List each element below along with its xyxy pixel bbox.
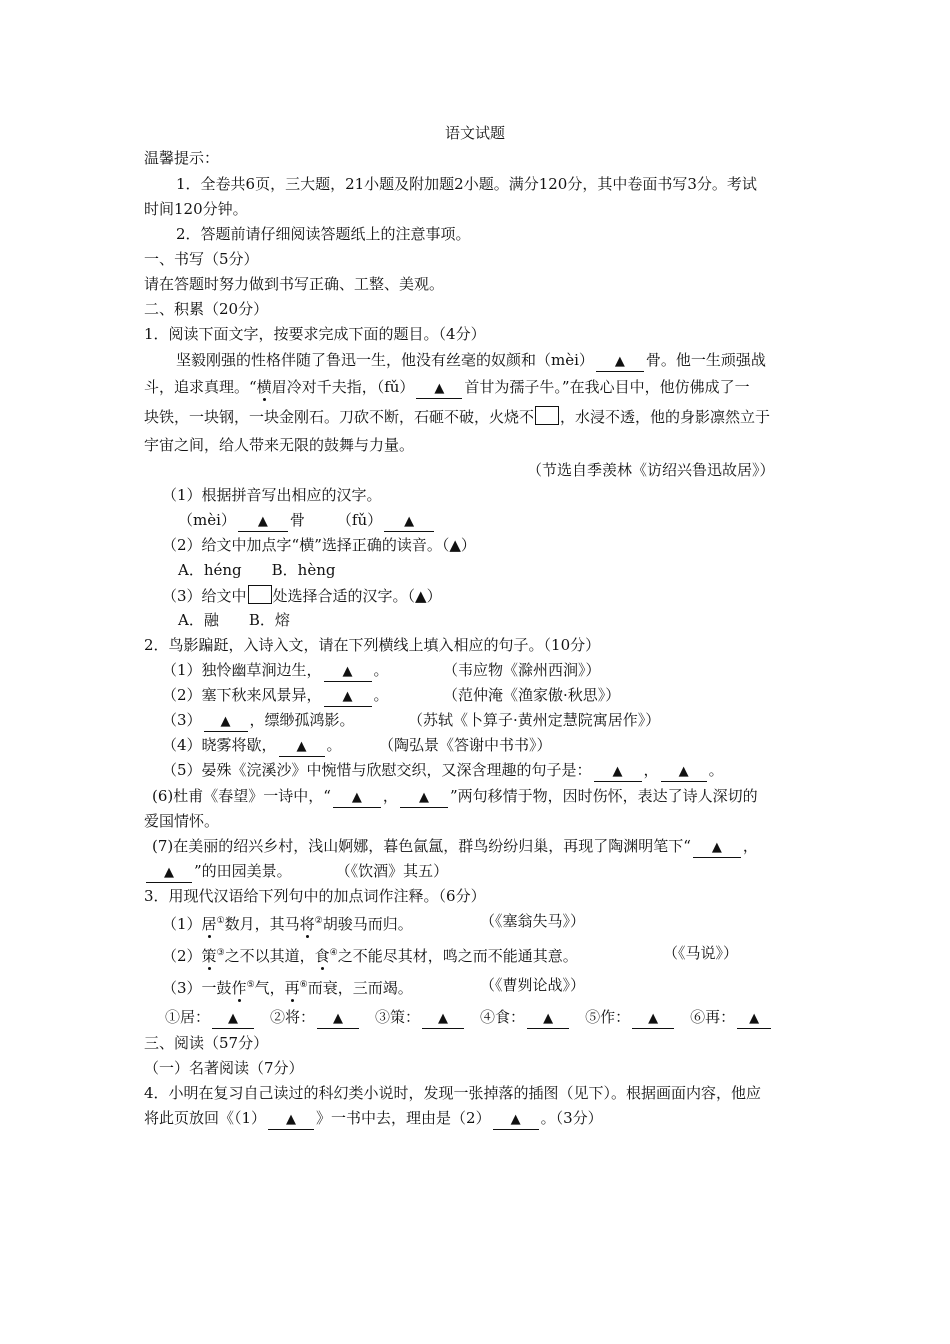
q1-passage-line-4: 宇宙之间，给人带来无限的鼓舞与力量。 — [144, 436, 415, 454]
dotted-char: 策 — [201, 947, 217, 965]
q2-line-1-source: （韦应物《滁州西涧》） — [443, 661, 601, 679]
q3-sentence-1: （1）居①数月，其马将②胡骏马而归。 — [162, 915, 413, 933]
q3-sentence-1-source: （《塞翁失马》） — [480, 912, 586, 930]
q2-line-6: (6)杜甫《春望》一诗中，“ ▲ ， ▲ ”两句移情于物，因时伤怀，表达了诗人深切的 — [152, 786, 758, 808]
answer-blank[interactable]: ▲ — [268, 1109, 314, 1130]
q1-sub-3-options: A．融 B．熔 — [178, 611, 290, 629]
dotted-char: 横 — [256, 378, 272, 396]
tip-heading: 温馨提示： — [144, 149, 220, 167]
q2-stem: 2．鸟影蹁跹，入诗入文，请在下列横线上填入相应的句子。（10分） — [144, 636, 601, 654]
tip-2: 2．答题前请仔细阅读答题纸上的注意事项。 — [176, 225, 471, 243]
answer-blank[interactable]: ▲ — [693, 837, 741, 858]
q1-passage-line-3: 块铁，一块钢，一块金刚石。刀砍不断，石砸不破，火烧不 ，水浸不透，他的身影凛然立于 — [144, 408, 771, 426]
q2-line-3-source: （苏轼《卜算子·黄州定慧院寓居作》） — [408, 711, 661, 729]
answer-blank[interactable]: ▲ — [596, 351, 644, 372]
tip-1-line-1: 1．全卷共6页，三大题，21小题及附加题2小题。满分120分，其中卷面书写3分。考试 — [176, 175, 757, 193]
answer-blank[interactable]: ▲ — [212, 1008, 254, 1029]
answer-box[interactable] — [535, 406, 559, 425]
answer-blank[interactable]: ▲ — [204, 711, 248, 732]
page-title: 语文试题 — [444, 124, 505, 142]
q1-sub-3: （3）给文中 处选择合适的汉字。（▲） — [162, 587, 442, 605]
section-3-sub: （一）名著阅读（7分） — [144, 1059, 304, 1077]
q2-line-6-cont: 爱国情怀。 — [144, 812, 220, 830]
q2-line-7-cont: ▲ ”的田园美景。 （《饮酒》其五） — [144, 861, 448, 883]
q3-sentence-2-source: （《马说》） — [663, 944, 739, 962]
q3-sentence-3-source: （《曹刿论战》） — [480, 976, 586, 994]
q3-stem: 3．用现代汉语给下列句中的加点词作注释。（6分） — [144, 887, 486, 905]
answer-blank[interactable]: ▲ — [661, 761, 707, 782]
q1-sub-2: （2）给文中加点字“横”选择正确的读音。（▲） — [162, 536, 476, 554]
dotted-char: 作 — [231, 979, 247, 997]
answer-blank[interactable]: ▲ — [279, 736, 325, 757]
q2-line-7: (7)在美丽的绍兴乡村，浅山婀娜，暮色氤氲，群鸟纷纷归巢，再现了陶渊明笔下“ ▲ ， — [152, 836, 758, 858]
answer-blank[interactable]: ▲ — [317, 1008, 359, 1029]
q3-answer-row: ①居： ▲ ②将： ▲ ③策： ▲ ④食： ▲ ⑤作： ▲ ⑥再： ▲ — [165, 1007, 773, 1029]
dotted-char: 居 — [201, 915, 217, 933]
q1-sub-1: （1）根据拼音写出相应的汉字。 — [162, 486, 382, 504]
answer-box — [248, 585, 272, 604]
answer-blank[interactable]: ▲ — [527, 1008, 569, 1029]
q2-line-4-source: （陶弘景《答谢中书书》） — [379, 736, 552, 754]
q2-line-1: （1）独怜幽草涧边生， ▲ 。 — [162, 660, 389, 682]
q2-line-3: （3） ▲ ，缥缈孤鸿影。 — [162, 710, 355, 732]
answer-blank[interactable]: ▲ — [737, 1008, 771, 1029]
q1-passage-line-2: 斗，追求真理。“横眉冷对千夫指，（fǔ） ▲ 首甘为孺子牛。”在我心目中，他仿佛成了一 — [144, 377, 750, 399]
answer-blank[interactable]: ▲ — [493, 1109, 539, 1130]
answer-blank[interactable]: ▲ — [416, 378, 462, 399]
answer-blank[interactable]: ▲ — [384, 511, 434, 532]
answer-blank[interactable]: ▲ — [146, 862, 192, 883]
q1-source: （节选自季羡林《访绍兴鲁迅故居》） — [527, 461, 775, 479]
dotted-char: 再 — [284, 979, 300, 997]
q3-sentence-2: （2）策③之不以其道，食④之不能尽其材，鸣之而不能通其意。 — [162, 947, 578, 965]
q4-line-1: 4．小明在复习自己读过的科幻类小说时，发现一张掉落的插图（见下）。根据画面内容，他应 — [144, 1084, 762, 1102]
q2-line-5: （5）晏殊《浣溪沙》中惋惜与欣慰交织，又深含理趣的句子是： ▲ ， ▲ 。 — [162, 760, 724, 782]
q1-sub-2-options: A．héng B．hèng — [178, 561, 336, 579]
dotted-char: 将 — [299, 915, 315, 933]
section-1-text: 请在答题时努力做到书写正确、工整、美观。 — [144, 275, 445, 293]
q2-line-2: （2）塞下秋来风景异， ▲ 。 — [162, 685, 389, 707]
answer-blank[interactable]: ▲ — [632, 1008, 674, 1029]
answer-blank[interactable]: ▲ — [400, 787, 448, 808]
q3-sentence-3: （3）一鼓作⑤气，再⑥而衰，三而竭。 — [162, 979, 413, 997]
tip-1-line-2: 时间120分钟。 — [144, 200, 248, 218]
q2-line-4: （4）晓雾将歇， ▲ 。 — [162, 735, 342, 757]
answer-blank[interactable]: ▲ — [324, 686, 372, 707]
q4-line-2: 将此页放回《（1） ▲ 》一书中去，理由是（2） ▲ 。（3分） — [144, 1108, 603, 1130]
answer-blank[interactable]: ▲ — [594, 761, 642, 782]
dotted-char: 食 — [314, 947, 330, 965]
answer-blank[interactable]: ▲ — [238, 511, 288, 532]
answer-blank[interactable]: ▲ — [333, 787, 381, 808]
q2-line-2-source: （范仲淹《渔家傲·秋思》） — [443, 686, 621, 704]
answer-blank[interactable]: ▲ — [324, 661, 372, 682]
q1-sub-1-answers: （mèi） ▲ 骨 （fǔ） ▲ — [178, 510, 436, 532]
q1-passage-line-1: 坚毅刚强的性格伴随了鲁迅一生，他没有丝毫的奴颜和（mèi） ▲ 骨。他一生顽强战 — [176, 350, 766, 372]
section-1-heading: 一、书写（5分） — [144, 250, 259, 268]
q1-stem: 1．阅读下面文字，按要求完成下面的题目。（4分） — [144, 325, 486, 343]
section-3-heading: 三、阅读（57分） — [144, 1034, 269, 1052]
section-2-heading: 二、积累（20分） — [144, 300, 269, 318]
answer-blank[interactable]: ▲ — [422, 1008, 464, 1029]
